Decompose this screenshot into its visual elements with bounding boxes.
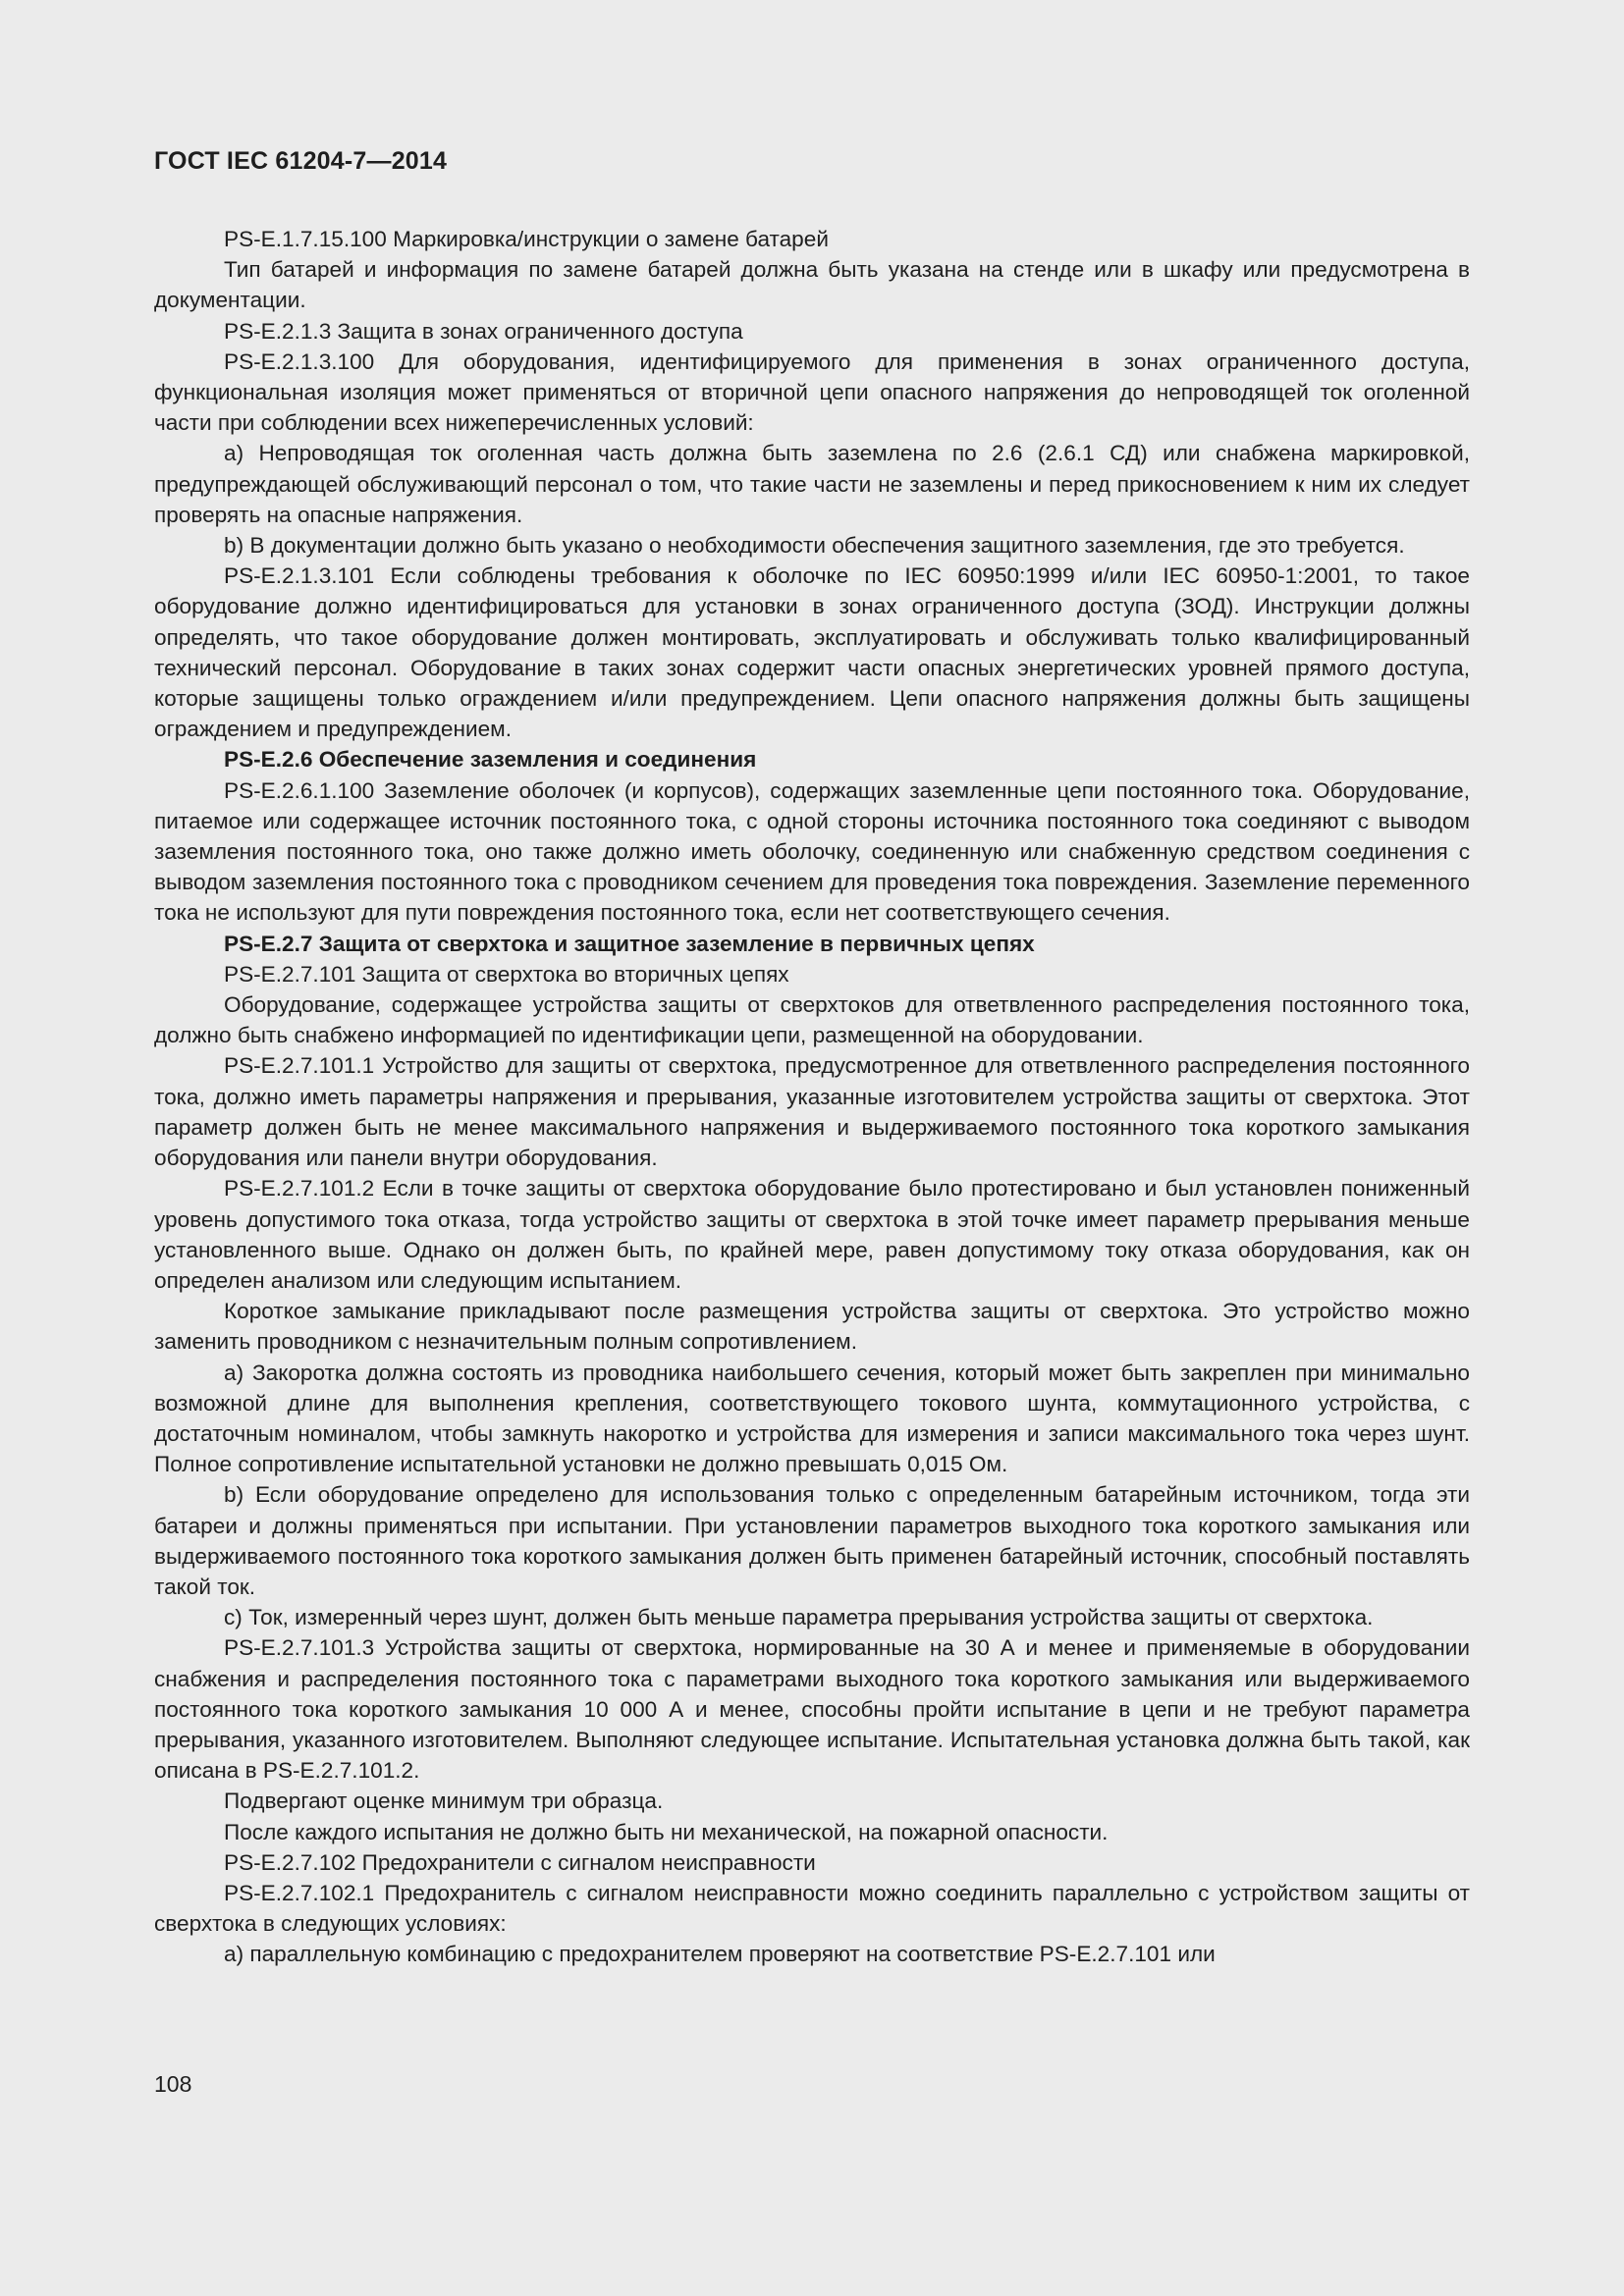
section-heading: PS-E.2.7 Защита от сверхтока и защитное заземление в первичных цепях [224, 931, 1035, 956]
paragraph: PS-E.2.7.101.2 Если в точке защиты от сверхтока оборудование было протестировано и был установлен пониженный уровень допустимого тока отказа, тогда устройство защиты от сверхтока в этой точке имеет параметр прерывания меньше установленного выше. Однако он должен быть, по крайней мере, равен допустимому току отказа оборудования, как он определен анализом или следующим испытанием. [154, 1176, 1470, 1293]
paragraph: После каждого испытания не должно быть ни механической, на пожарной опасности. [224, 1819, 1109, 1844]
paragraph: PS-E.2.7.102 Предохранители с сигналом неисправности [224, 1849, 816, 1875]
paragraph: PS-E.2.7.101 Защита от сверхтока во вторичных цепях [224, 961, 789, 987]
paragraph: PS-E.2.1.3 Защита в зонах ограниченного доступа [224, 318, 743, 344]
paragraph: a) Закоротка должна состоять из проводника наибольшего сечения, который может быть закреплен при минимально возможной длине для выполнения крепления, соответствующего токового шунта, коммутационного устройства, с достаточным номиналом, чтобы замкнуть накоротко и устройства для измерения и записи максимального тока через шунт. Полное сопротивление испытательной установки не должно превышать 0,015 Ом. [154, 1360, 1470, 1477]
page-number: 108 [154, 2071, 192, 2097]
paragraph: b) В документации должно быть указано о необходимости обеспечения защитного заземления, где это требуется. [224, 533, 1405, 559]
paragraph: PS-E.2.1.3.100 Для оборудования, идентифицируемого для применения в зонах ограниченного доступа, функциональная изоляция может применяться от вторичной цепи опасного напряжения до непроводящей ток оголенной части при соблюдении всех нижеперечисленных условий: [154, 348, 1470, 436]
paragraph: a) параллельную комбинацию с предохранителем проверяют на соответствие PS-E.2.7.101 или [224, 1942, 1216, 1967]
paragraph: Оборудование, содержащее устройства защиты от сверхтоков для ответвленного распределения постоянного тока, должно быть снабжено информацией по идентификации цепи, размещенной на оборудовании. [154, 992, 1470, 1048]
paragraph: PS-E.1.7.15.100 Маркировка/инструкции о замене батарей [224, 227, 829, 251]
paragraph: PS-E.2.6.1.100 Заземление оболочек (и корпусов), содержащих заземленные цепи постоянного тока. Оборудование, питаемое или содержащее источник постоянного тока, с одной стороны источника постоянного тока соединяют с выводом заземления постоянного тока, оно также должно иметь оболочку, соединенную или снабженную средством соединения с выводом заземления постоянного тока с проводником сечением для проведения тока повреждения. Заземление переменного тока не используют для пути повреждения постоянного тока, если нет соответствующего сечения. [154, 777, 1470, 926]
document-body [154, 224, 1470, 1970]
paragraph: a) Непроводящая ток оголенная часть должна быть заземлена по 2.6 (2.6.1 СД) или снабжена маркировкой, предупреждающей обслуживающий персонал о том, что такие части не заземлены и перед прикосновением к ним их следует проверять на опасные напряжения. [154, 441, 1470, 527]
document-header: ГОСТ IEC 61204-7—2014 [154, 147, 448, 175]
paragraph: Короткое замыкание прикладывают после размещения устройства защиты от сверхтока. Это устройство можно заменить проводником с незначительным полным сопротивлением. [154, 1299, 1470, 1355]
paragraph: PS-E.2.1.3.101 Если соблюдены требования к оболочке по IEC 60950:1999 и/или IEC 60950-1:2001, то такое оборудование должно идентифицироваться для установки в зонах ограниченного доступа (ЗОД). Инструкции должны определять, что такое оборудование должен монтировать, эксплуатировать и обслуживать только квалифицированный технический персонал. Оборудование в таких зонах содержит части опасных энергетических уровней прямого доступа, которые защищены только ограждением и/или предупреждением. Цепи опасного напряжения должны быть защищены ограждением и предупреждением. [154, 563, 1470, 742]
paragraph: b) Если оборудование определено для использования только с определенным батарейным источником, тогда эти батареи и должны применяться при испытании. При установлении параметров выходного тока короткого замыкания или выдерживаемого постоянного тока короткого замыкания должен быть применен батарейный источник, способный поставлять такой ток. [154, 1482, 1470, 1599]
section-heading: PS-E.2.6 Обеспечение заземления и соединения [224, 747, 757, 773]
paragraph: c) Ток, измеренный через шунт, должен быть меньше параметра прерывания устройства защиты от сверхтока. [224, 1605, 1374, 1630]
paragraph: Тип батарей и информация по замене батарей должна быть указана на стенде или в шкафу или предусмотрена в документации. [154, 257, 1470, 313]
paragraph: PS-E.2.7.101.1 Устройство для защиты от сверхтока, предусмотренное для ответвленного распределения постоянного тока, должно иметь параметры напряжения и прерывания, указанные изготовителем устройства защиты от сверхтока. Этот параметр должен быть не менее максимального напряжения и выдерживаемого постоянного тока короткого замыкания оборудования или панели внутри оборудования. [154, 1053, 1470, 1171]
paragraph: Подвергают оценке минимум три образца. [224, 1789, 664, 1814]
paragraph: PS-E.2.7.101.3 Устройства защиты от сверхтока, нормированные на 30 А и менее и применяемые в оборудовании снабжения и распределения постоянного тока с параметрами выходного тока короткого замыкания или выдерживаемого постоянного тока короткого замыкания 10 000 А и менее, способны пройти испытание в цепи и не требуют параметра прерывания, указанного изготовителем. Выполняют следующее испытание. Испытательная установка должна быть такой, как описана в PS-E.2.7.101.2. [154, 1635, 1470, 1784]
paragraph: PS-E.2.7.102.1 Предохранитель с сигналом неисправности можно соединить параллельно с устройством защиты от сверхтока в следующих условиях: [154, 1880, 1470, 1937]
